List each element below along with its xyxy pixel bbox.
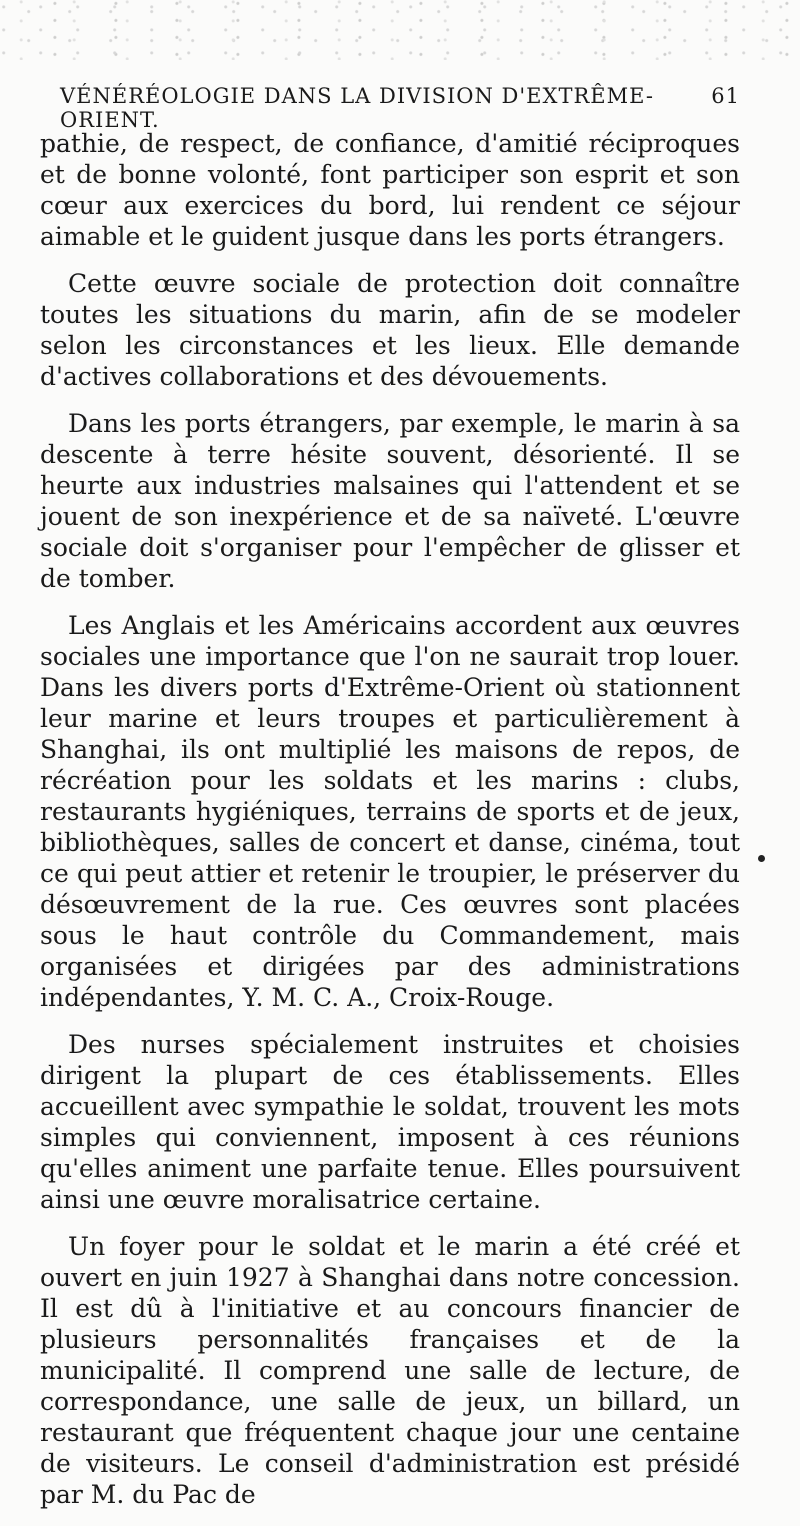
running-header (60, 84, 740, 132)
header-title: VÉNÉRÉOLOGIE DANS LA DIVISION D'EXTRÊME-ORIENT. (60, 84, 654, 132)
body-text (40, 128, 740, 1526)
paragraph-3: Dans les ports étrangers, par exemple, le marin à sa descente à terre hésite souvent, désorienté. Il se heurte aux industries malsaines qui l'attendent et se jouent de son inexpérience et de sa naïveté. L'œuvre sociale doit s'organiser pour l'empêcher de glisser et de tomber. (40, 409, 740, 593)
scan-speckle-background (0, 0, 800, 60)
paragraph-2: Cette œuvre sociale de protection doit connaître toutes les situations du marin, afin de se modeler selon les circonstances et les lieux. Elle demande d'actives collaborations et des dévouements. (40, 269, 740, 391)
paragraph-6: Un foyer pour le soldat et le marin a été créé et ouvert en juin 1927 à Shanghai dans notre concession. Il est dû à l'initiative et au concours financier de plusieurs personnalités françaises et de la municipalité. Il comprend une salle de lecture, de correspondance, une salle de jeux, un billard, un restaurant que fréquentent chaque jour une centaine de visiteurs. Le conseil d'administration est présidé par M. du Pac de (40, 1232, 740, 1509)
paragraph-4: Les Anglais et les Américains accordent aux œuvres sociales une importance que l'on ne saurait trop louer. Dans les divers ports d'Extrême-Orient où stationnent leur marine et leurs troupes et particulièrement à Shanghai, ils ont multiplié les maisons de repos, de récréation pour les soldats et les marins : clubs, restaurants hygiéniques, terrains de sports et de jeux, bibliothèques, salles de concert et danse, cinéma, tout ce qui peut attier et retenir le troupier, le préserver du désœuvrement de la rue. Ces œuvres sont placées sous le haut contrôle du Commandement, mais organisées et dirigées par des administrations indépendantes, Y. M. C. A., Croix-Rouge. (40, 611, 740, 1012)
margin-mark (758, 855, 765, 862)
paragraph-1: pathie, de respect, de confiance, d'amitié réciproques et de bonne volonté, font participer son esprit et son cœur aux exercices du bord, lui rendent ce séjour aimable et le guident jusque dans les ports étrangers. (40, 129, 740, 251)
paragraph-5: Des nurses spécialement instruites et choisies dirigent la plupart de ces établissements. Elles accueillent avec sympathie le soldat, trouvent les mots simples qui conviennent, imposent à ces réunions qu'elles animent une parfaite tenue. Elles poursuivent ainsi une œuvre moralisatrice certaine. (40, 1030, 740, 1214)
page-number: 61 (711, 84, 740, 108)
